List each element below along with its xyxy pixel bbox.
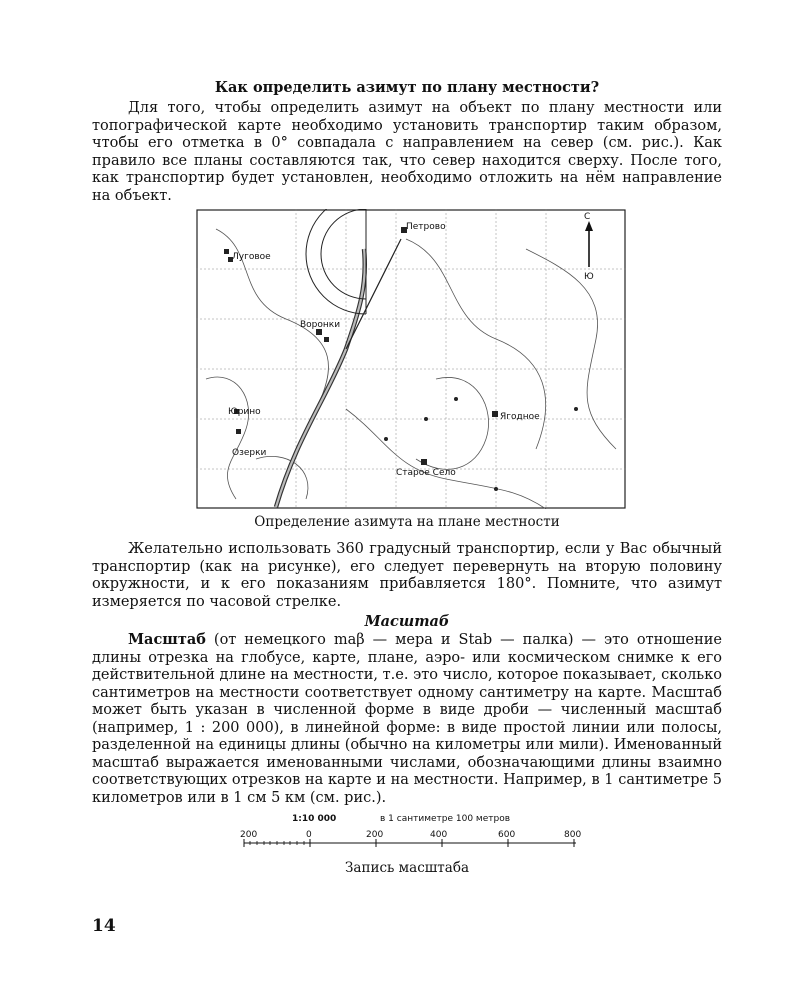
map-caption: Определение азимута на плане местности [254, 514, 560, 530]
scale-figure [230, 811, 590, 859]
page-content [92, 78, 722, 877]
scale-numeric: 1:10 000 [292, 814, 337, 824]
scale-tick-label: 0 [306, 830, 312, 840]
scale-tick-label: 200 [366, 830, 384, 840]
place-petrovo: Петрово [406, 222, 446, 232]
place-lugovoe: Луговое [232, 252, 271, 262]
map-illustration [196, 209, 626, 509]
north-label: С [584, 212, 591, 222]
paragraph-azimuth: Для того, чтобы определить азимут на объект по плану местности или топографической карте необходимо установить транспортир таким образом, чтобы его отметка в 0° совпадала с направлением на север (см. рис.). Как правило все планы составляются так, что север находится сверху. После того, как транспортир будет установлен, необходимо отложить на нём направление на объект. [92, 100, 722, 204]
scale-subheading: Масштаб [364, 613, 450, 630]
paragraph-scale [92, 631, 722, 807]
page-number: 14 [92, 916, 116, 936]
scale-caption: Запись масштаба [344, 860, 469, 876]
scale-tick-label: 600 [498, 830, 516, 840]
place-yurino: Юрино [228, 407, 261, 417]
place-staroe-selo: Старое Село [396, 468, 456, 478]
south-label: Ю [584, 272, 594, 282]
place-yagodnoe: Ягодное [500, 412, 540, 422]
scale-tick-label: 200 [240, 830, 258, 840]
map-figure [196, 209, 626, 509]
scale-bar-illustration [230, 811, 590, 859]
scale-named: в 1 сантиметре 100 метров [380, 814, 511, 824]
place-ozerki: Озерки [232, 448, 267, 458]
scale-tick-label: 800 [564, 830, 582, 840]
scale-definition: (от немецкого maβ — мера и Stab — палка) — это отношение длины отрезка на глобусе, карте, плане, аэро- или космическом снимке к его действительной длине на местности, т.е. это число, которое показывает, сколько сантиметров на местности соответствует одному сантиметру на карте. Масштаб может быть указан в численной форме в виде дроби — численный масштаб (например, 1 : 200 000), в линейной форме: в виде простой линии или полосы, разделенной на единицы длины (обычно на километры или мили). Именованный масштаб выражается именованными числами, обозначающими длины взаимно соответствующих отрезков на карте и на местности. Например, в 1 сантиметре 5 километров или в 1 см 5 км (см. рис.). [92, 632, 722, 806]
place-voronki: Воронки [300, 320, 341, 330]
paragraph-protractor: Желательно использовать 360 градусный транспортир, если у Вас обычный транспортир (как на рисунке), его следует перевернуть на вторую половину окружности, и к его показаниям прибавляется 180°. Помните, что азимут измеряется по часовой стрелке. [92, 541, 722, 610]
scale-term: Масштаб [128, 631, 206, 648]
scale-tick-label: 400 [430, 830, 448, 840]
section-heading: Как определить азимут по плану местности? [214, 79, 600, 96]
